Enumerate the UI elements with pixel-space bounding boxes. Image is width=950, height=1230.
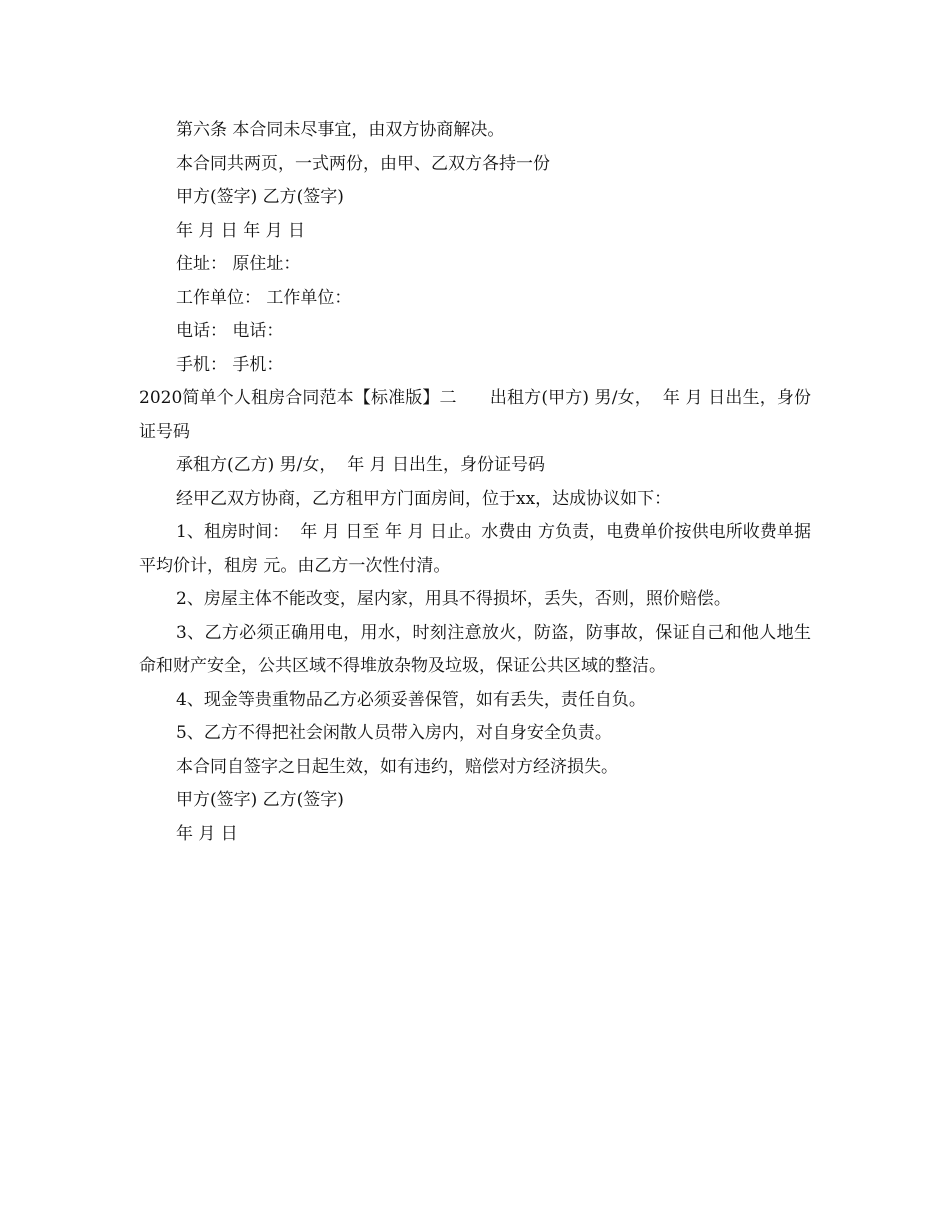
effective-paragraph: 本合同自签字之日起生效，如有违约，赔偿对方经济损失。 <box>176 756 618 777</box>
signature-line: 甲方(签字) 乙方(签字) <box>176 187 344 207</box>
address-line: 住址： 原住址： <box>176 254 301 274</box>
copies-paragraph: 本合同共两页，一式两份，由甲、乙双方各持一份 <box>176 153 550 174</box>
clause-3-paragraph: 3、乙方必须正确用电，用水，时刻注意放火，防盗，防事故，保证自己和他人地生命和财产安全，公共区域不得堆放杂物及垃圾，保证公共区域的整洁。 <box>139 622 811 676</box>
clause-1-paragraph: 1、租房时间： 年 月 日至 年 月 日止。水费由 方负责，电费单价按供电所收费单据平均价计，租房 元。由乙方一次性付清。 <box>139 522 811 576</box>
phone-line: 电话： 电话： <box>176 321 284 341</box>
clause-5-paragraph: 5、乙方不得把社会闲散人员带入房内，对自身安全负责。 <box>176 723 612 743</box>
final-date-line: 年 月 日 <box>176 823 238 844</box>
mobile-line: 手机： 手机： <box>176 354 284 375</box>
final-signature-line: 甲方(签字) 乙方(签字) <box>176 790 344 810</box>
article-six-paragraph: 第六条 本合同未尽事宜，由双方协商解决。 <box>176 120 505 140</box>
document-body <box>139 114 811 851</box>
workplace-line: 工作单位： 工作单位： <box>176 287 352 308</box>
clause-2-paragraph: 2、房屋主体不能改变，屋内家，用具不得损坏，丢失，否则，照价赔偿。 <box>176 589 731 609</box>
clause-4-paragraph: 4、现金等贵重物品乙方必须妥善保管，如有丢失，责任自负。 <box>176 689 646 710</box>
date-line: 年 月 日 年 月 日 <box>176 220 306 241</box>
section-two-heading-paragraph: 2020简单个人租房合同范本【标准版】二 出租方(甲方) 男/女， 年 月 日出生，身份证号码 <box>139 388 811 442</box>
tenant-paragraph: 承租方(乙方) 男/女， 年 月 日出生，身份证号码 <box>176 455 546 475</box>
agreement-intro-paragraph: 经甲乙双方协商，乙方租甲方门面房间，位于xx，达成协议如下： <box>176 488 672 509</box>
